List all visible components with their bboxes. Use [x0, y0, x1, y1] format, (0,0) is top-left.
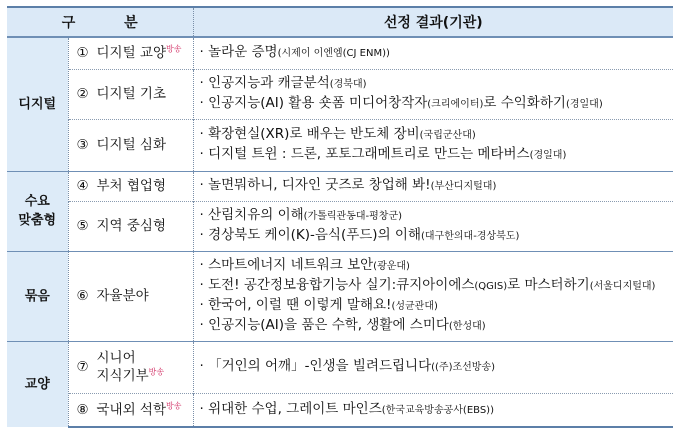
broadcast-badge: 방송 [166, 401, 182, 411]
result-line: · 도전! 공간정보융합기능사 실기:큐지아이에스(QGIS)로 마스터하기(서울디지털대) [199, 277, 656, 293]
result-cell [193, 119, 673, 171]
subcategory-cell: ④ 부처 협업형 [68, 171, 193, 201]
result-line: · 한국어, 이럴 땐 이렇게 말해요!(성균관대) [199, 297, 438, 313]
result-line: · 산림치유의 이해(가톨릭관동대-평창군) [199, 207, 403, 223]
subcategory-cell: ⑧ 국내외 석학$^{방송}$ [68, 393, 193, 427]
result-line: · 「거인의 어깨」-인생을 빌려드립니다((주)조선방송) [199, 358, 496, 374]
subcategory-cell: ⑥ 자율분야 [68, 251, 193, 341]
table-row [7, 37, 673, 69]
result-cell [193, 341, 673, 393]
table-row [7, 119, 673, 171]
selection-results-table [7, 6, 673, 428]
category-cell [7, 171, 68, 251]
result-cell [193, 69, 673, 119]
result-line: · 위대한 수업, 그레이트 마인즈(한국교육방송공사(EBS)) [199, 400, 494, 417]
category-cell: 묶음 [7, 251, 68, 341]
table-row [7, 69, 673, 119]
result-cell [193, 37, 673, 69]
subcategory-cell: ① 디지털 교양$^{방송}$ [68, 37, 193, 69]
subcategory-cell: ③ 디지털 심화 [68, 119, 193, 171]
result-line: · 경상북도 케이(K)-음식(푸드)의 이해(대구한의대-경상북도) [199, 227, 520, 243]
header-row [7, 7, 673, 37]
table-row [7, 341, 673, 393]
table-row [7, 393, 673, 427]
subcategory-cell: ② 디지털 기초 [68, 69, 193, 119]
category-cell: 교양 [7, 341, 68, 427]
table-row [7, 201, 673, 251]
result-cell [193, 393, 673, 427]
result-cell [193, 201, 673, 251]
subcategory-cell: ⑤ 지역 중심형 [68, 201, 193, 251]
table-row [7, 171, 673, 201]
result-cell [193, 251, 673, 341]
broadcast-badge: 방송 [166, 44, 182, 54]
subcategory-cell: ⑦ 시니어 지식기부$^{방송}$ [68, 341, 193, 393]
category-cell: 디지털 [7, 37, 68, 171]
result-line: · 인공지능(AI)을 품은 수학, 생활에 스미다(한성대) [199, 317, 486, 333]
result-line: · 인공지능(AI) 활용 숏폼 미디어창작자(크리에이터)로 수익화하기(경일대) [199, 95, 603, 111]
header-results: 선정 결과(기관) [193, 7, 673, 37]
category-label: 수요 맞춤형 [18, 194, 57, 228]
result-cell [193, 171, 673, 201]
result-line: · 놀라운 증명(시제이 이엔엠(CJ ENM)) [199, 44, 390, 61]
header-category: 구 분 [7, 7, 193, 37]
broadcast-badge: 방송 [148, 367, 165, 377]
result-line: · 디지털 트윈 : 드론, 포토그래메트리로 만드는 메타버스(경일대) [199, 146, 567, 162]
table-row [7, 251, 673, 341]
result-line: · 놀면뭐하니, 디자인 굿즈로 창업해 봐!(부산디지털대) [199, 177, 497, 193]
result-line: · 스마트에너지 네트워크 보안(광운대) [199, 257, 410, 273]
result-line: · 확장현실(XR)로 배우는 반도체 장비(국립군산대) [199, 126, 476, 142]
result-line: · 인공지능과 캐글분석(경북대) [199, 75, 367, 91]
